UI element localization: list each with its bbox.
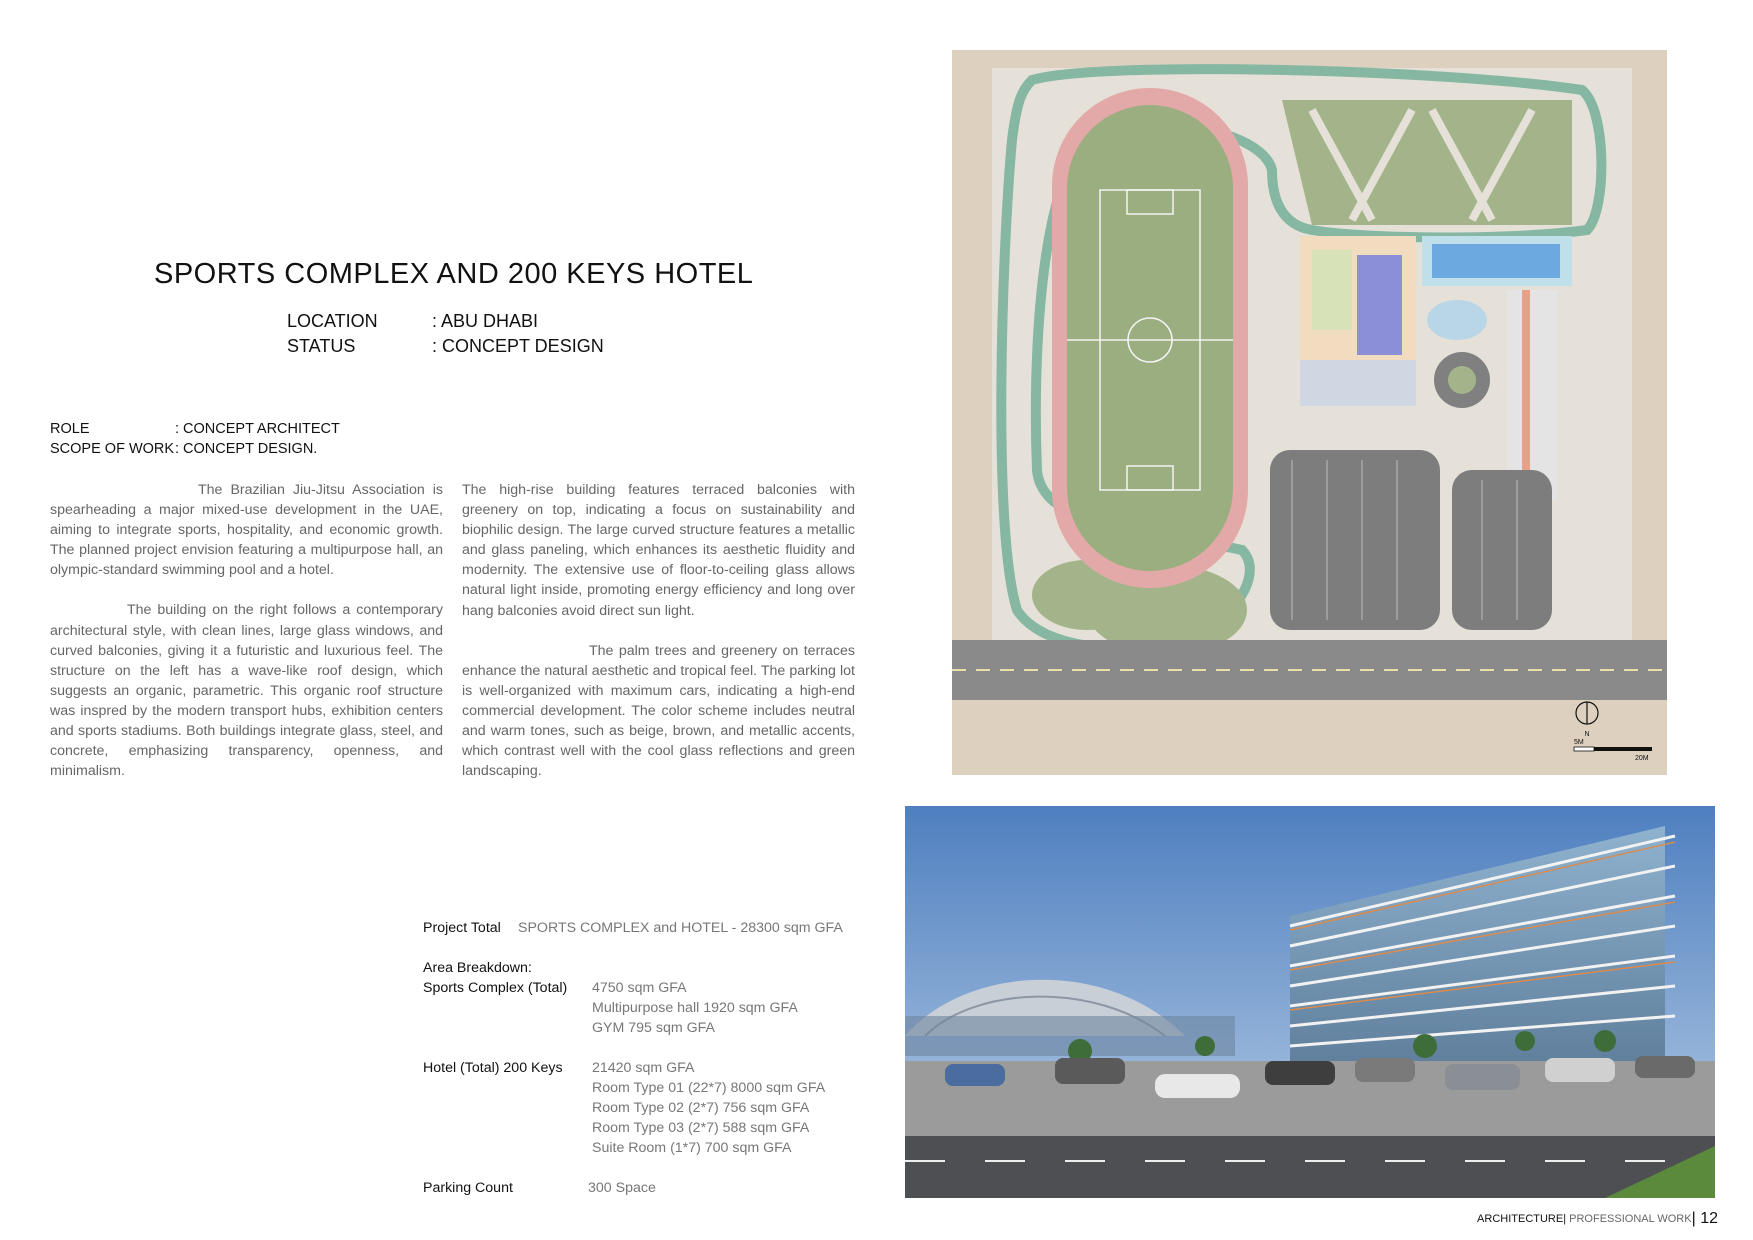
hotel-label: Hotel (Total) 200 Keys <box>423 1060 563 1076</box>
hotel-render-image <box>905 806 1715 1198</box>
breakdown-label: Area Breakdown: <box>423 960 532 976</box>
project-total-row <box>423 918 863 938</box>
project-total-label: Project Total <box>423 920 501 936</box>
breakdown-heading-row <box>423 958 863 978</box>
meta-status <box>287 336 687 360</box>
parking-value: 300 Space <box>588 1180 656 1196</box>
hotel-row <box>423 1118 863 1138</box>
role-value: : CONCEPT ARCHITECT <box>175 421 340 437</box>
paragraph: The palm trees and greenery on terraces enhance the natural aesthetic and tropical feel. The parking lot is well-organized with maximum cars, indicating a high-end commercial development. The color scheme includes neutral and warm tones, such as beige, brown, and metallic accents, which contrast well with the cool glass reflections and green landscaping. <box>462 642 855 780</box>
meta-label: STATUS <box>287 336 356 356</box>
scale-large-label: 20M <box>1635 755 1649 762</box>
page-footer <box>1477 1210 1718 1228</box>
hotel-value: Room Type 02 (2*7) 756 sqm GFA <box>592 1100 810 1116</box>
role-label: ROLE <box>50 421 90 437</box>
sports-label: Sports Complex (Total) <box>423 980 568 996</box>
paragraph: The building on the right follows a contemporary architectural style, with clean lines, large glass windows, and curved balconies, giving it a futuristic and luxurious feel. The structure on the left has a wave-like roof design, which suggests an organic, parametric. This organic roof structure was inspred by the modern transport hubs, exhibition centers and sports stadiums. Both buildings integrate glass, steel, and concrete, emphasizing transparency, openness, and minimalism. <box>50 602 443 780</box>
scope-value: : CONCEPT DESIGN. <box>175 441 318 457</box>
hotel-row <box>423 1058 863 1078</box>
hotel-row <box>423 1098 863 1118</box>
hotel-value: Room Type 03 (2*7) 588 sqm GFA <box>592 1120 810 1136</box>
paragraph: The Brazilian Jiu-Jitsu Association is spearheading a major mixed-use development in the UAE, aiming to integrate sports, hospitality, and economic growth. The planned project envision featuring a multipurpose hall, an olympic-standard swimming pool and a hotel. <box>50 482 443 579</box>
sports-value: Multipurpose hall 1920 sqm GFA <box>592 1000 798 1016</box>
scope-row <box>50 441 450 461</box>
body-left-column <box>50 480 443 781</box>
page-title: SPORTS COMPLEX AND 200 KEYS HOTEL <box>154 258 754 290</box>
scale-small-label: 5M <box>1574 739 1584 746</box>
page-number: | 12 <box>1691 1210 1718 1227</box>
hotel-row <box>423 1078 863 1098</box>
site-plan-image <box>952 50 1667 775</box>
meta-value: : ABU DHABI <box>432 311 539 331</box>
north-label: N <box>1584 731 1590 738</box>
hotel-row <box>423 1138 863 1158</box>
sports-row <box>423 1018 863 1038</box>
hotel-value: 21420 sqm GFA <box>592 1060 695 1076</box>
body-right-column <box>462 480 855 781</box>
hotel-value: Suite Room (1*7) 700 sqm GFA <box>592 1140 792 1156</box>
hotel-value: Room Type 01 (22*7) 8000 sqm GFA <box>592 1080 826 1096</box>
paragraph: The high-rise building features terraced balconies with greenery on top, indicating a focus on sustainability and biophilic design. The large curved structure features a metallic and glass paneling, which enhances its aesthetic fluidity and modernity. The extensive use of floor-to-ceiling glass allows natural light inside, promoting energy efficiency and long over hang balconies avoid direct sun light. <box>462 482 855 619</box>
role-row <box>50 421 450 441</box>
scope-label: SCOPE OF WORK <box>50 441 175 457</box>
parking-row <box>423 1178 863 1198</box>
sports-row <box>423 978 863 998</box>
sports-row <box>423 998 863 1018</box>
sports-value: GYM 795 sqm GFA <box>592 1020 715 1036</box>
footer-subsection: PROFESSIONAL WORK <box>1566 1213 1692 1225</box>
area-breakdown <box>423 918 863 1198</box>
meta-value: : CONCEPT DESIGN <box>432 336 604 356</box>
footer-section: ARCHITECTURE| <box>1477 1213 1567 1225</box>
meta-location <box>287 311 687 335</box>
sports-value: 4750 sqm GFA <box>592 980 687 996</box>
project-total-value: SPORTS COMPLEX and HOTEL - 28300 sqm GFA <box>518 920 843 936</box>
meta-label: LOCATION <box>287 311 378 331</box>
parking-label: Parking Count <box>423 1180 513 1196</box>
